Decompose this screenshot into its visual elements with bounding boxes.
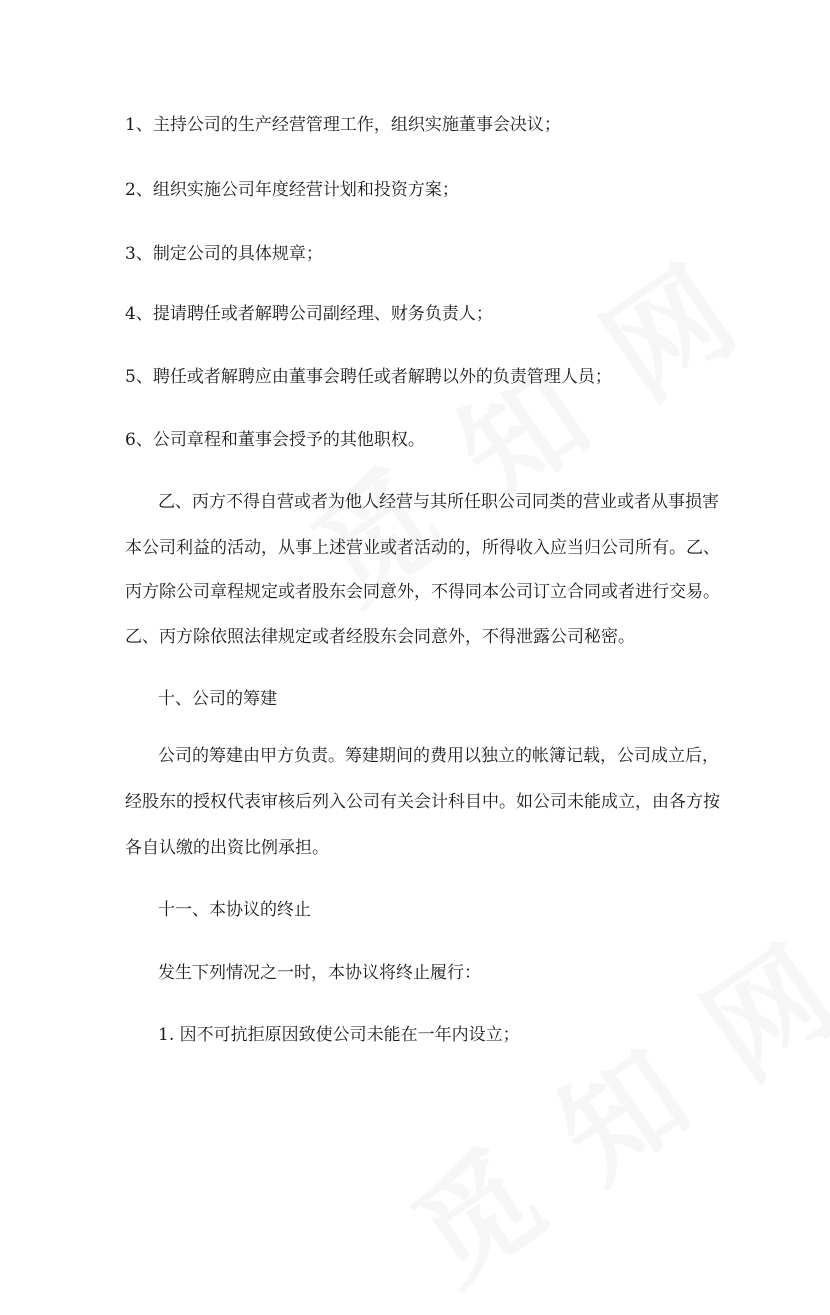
paragraph-line: 经股东的授权代表审核后列入公司有关会计科目中。如公司未能成立，由各方按 <box>125 792 720 812</box>
watermark <box>274 217 769 635</box>
paragraph-line: 丙方除公司章程规定或者股东会同意外，不得同本公司订立合同或者进行交易。 <box>125 582 720 602</box>
list-item: 1. 因不可抗拒原因致使公司未能在一年内设立； <box>158 1025 520 1045</box>
paragraph-line: 乙、丙方除依照法律规定或者经股东会同意外，不得泄露公司秘密。 <box>125 627 635 647</box>
list-item: 1、主持公司的生产经营管理工作，组织实施董事会决议； <box>125 115 561 135</box>
paragraph-line: 公司的筹建由甲方负责。筹建期间的费用以独立的帐簿记载，公司成立后， <box>158 746 719 766</box>
paragraph-line: 各自认缴的出资比例承担。 <box>125 838 329 858</box>
section-heading: 十一、本协议的终止 <box>158 900 311 920</box>
list-item: 3、制定公司的具体规章； <box>125 244 323 264</box>
paragraph-line: 本公司利益的活动，从事上述营业或者活动的，所得收入应当归公司所有。乙、 <box>125 538 720 558</box>
paragraph-line: 发生下列情况之一时，本协议将终止履行： <box>158 963 481 983</box>
list-item: 5、聘任或者解聘应由董事会聘任或者解聘以外的负责管理人员； <box>125 367 612 387</box>
list-item: 4、提请聘任或者解聘公司副经理、财务负责人； <box>125 304 493 324</box>
list-item: 2、组织实施公司年度经营计划和投资方案； <box>125 180 459 200</box>
paragraph-line: 乙、丙方不得自营或者为他人经营与其所任职公司同类的营业或者从事损害 <box>158 492 719 512</box>
list-item: 6、公司章程和董事会授予的其他职权。 <box>125 430 425 450</box>
section-heading: 十、公司的筹建 <box>158 689 277 709</box>
watermark <box>374 897 830 1315</box>
